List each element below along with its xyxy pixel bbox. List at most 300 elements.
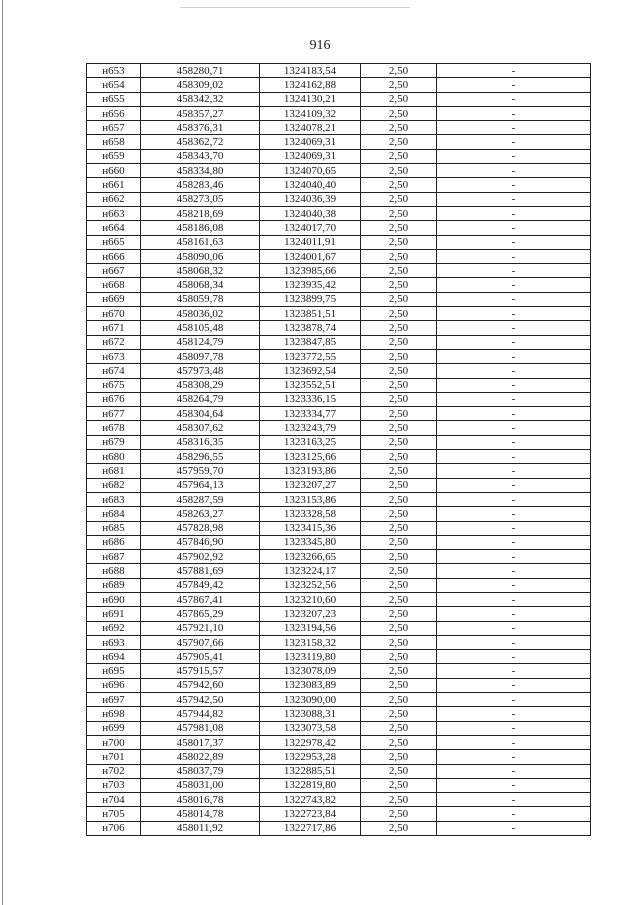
point-id-cell: н706 bbox=[87, 821, 141, 835]
x-coordinate-cell: 457973,48 bbox=[141, 364, 260, 378]
error-cell: 2,50 bbox=[361, 378, 437, 392]
x-coordinate-cell: 458307,62 bbox=[141, 421, 260, 435]
point-id-cell: н691 bbox=[87, 607, 141, 621]
point-id-cell: н705 bbox=[87, 807, 141, 821]
error-cell: 2,50 bbox=[361, 521, 437, 535]
error-cell: 2,50 bbox=[361, 735, 437, 749]
point-id-cell: н671 bbox=[87, 321, 141, 335]
point-id-cell: н683 bbox=[87, 492, 141, 506]
y-coordinate-cell: 1323088,31 bbox=[260, 707, 361, 721]
error-cell: 2,50 bbox=[361, 478, 437, 492]
error-cell: 2,50 bbox=[361, 206, 437, 220]
x-coordinate-cell: 458316,35 bbox=[141, 435, 260, 449]
point-id-cell: н696 bbox=[87, 678, 141, 692]
y-coordinate-cell: 1323090,00 bbox=[260, 693, 361, 707]
table-row bbox=[87, 106, 591, 120]
x-coordinate-cell: 457846,90 bbox=[141, 535, 260, 549]
point-id-cell: н668 bbox=[87, 278, 141, 292]
y-coordinate-cell: 1324109,32 bbox=[260, 106, 361, 120]
error-cell: 2,50 bbox=[361, 607, 437, 621]
note-cell: - bbox=[437, 178, 591, 192]
table-row bbox=[87, 149, 591, 163]
note-cell: - bbox=[437, 164, 591, 178]
y-coordinate-cell: 1322978,42 bbox=[260, 735, 361, 749]
y-coordinate-cell: 1324130,21 bbox=[260, 92, 361, 106]
note-cell: - bbox=[437, 664, 591, 678]
note-cell: - bbox=[437, 735, 591, 749]
table-row bbox=[87, 464, 591, 478]
table-row bbox=[87, 778, 591, 792]
point-id-cell: н662 bbox=[87, 192, 141, 206]
x-coordinate-cell: 457867,41 bbox=[141, 592, 260, 606]
table-row bbox=[87, 793, 591, 807]
y-coordinate-cell: 1323336,15 bbox=[260, 392, 361, 406]
error-cell: 2,50 bbox=[361, 135, 437, 149]
note-cell: - bbox=[437, 450, 591, 464]
table-row bbox=[87, 578, 591, 592]
x-coordinate-cell: 458124,79 bbox=[141, 335, 260, 349]
table-row bbox=[87, 707, 591, 721]
error-cell: 2,50 bbox=[361, 235, 437, 249]
point-id-cell: н654 bbox=[87, 78, 141, 92]
error-cell: 2,50 bbox=[361, 164, 437, 178]
note-cell: - bbox=[437, 778, 591, 792]
error-cell: 2,50 bbox=[361, 149, 437, 163]
x-coordinate-cell: 458334,80 bbox=[141, 164, 260, 178]
y-coordinate-cell: 1323207,27 bbox=[260, 478, 361, 492]
note-cell: - bbox=[437, 407, 591, 421]
error-cell: 2,50 bbox=[361, 292, 437, 306]
note-cell: - bbox=[437, 307, 591, 321]
error-cell: 2,50 bbox=[361, 106, 437, 120]
note-cell: - bbox=[437, 292, 591, 306]
note-cell: - bbox=[437, 264, 591, 278]
table-row bbox=[87, 78, 591, 92]
note-cell: - bbox=[437, 807, 591, 821]
y-coordinate-cell: 1323119,80 bbox=[260, 650, 361, 664]
x-coordinate-cell: 458296,55 bbox=[141, 450, 260, 464]
note-cell: - bbox=[437, 421, 591, 435]
error-cell: 2,50 bbox=[361, 793, 437, 807]
y-coordinate-cell: 1324078,21 bbox=[260, 121, 361, 135]
coordinates-table bbox=[86, 63, 591, 836]
x-coordinate-cell: 458186,08 bbox=[141, 221, 260, 235]
note-cell: - bbox=[437, 550, 591, 564]
y-coordinate-cell: 1324040,38 bbox=[260, 206, 361, 220]
point-id-cell: н697 bbox=[87, 693, 141, 707]
x-coordinate-cell: 458283,46 bbox=[141, 178, 260, 192]
point-id-cell: н665 bbox=[87, 235, 141, 249]
table-row bbox=[87, 807, 591, 821]
table-row bbox=[87, 349, 591, 363]
error-cell: 2,50 bbox=[361, 221, 437, 235]
x-coordinate-cell: 458264,79 bbox=[141, 392, 260, 406]
table-row bbox=[87, 678, 591, 692]
x-coordinate-cell: 458097,78 bbox=[141, 349, 260, 363]
x-coordinate-cell: 458287,59 bbox=[141, 492, 260, 506]
error-cell: 2,50 bbox=[361, 507, 437, 521]
note-cell: - bbox=[437, 78, 591, 92]
error-cell: 2,50 bbox=[361, 192, 437, 206]
point-id-cell: н655 bbox=[87, 92, 141, 106]
x-coordinate-cell: 458022,89 bbox=[141, 750, 260, 764]
point-id-cell: н704 bbox=[87, 793, 141, 807]
point-id-cell: н661 bbox=[87, 178, 141, 192]
table-row bbox=[87, 764, 591, 778]
table-row bbox=[87, 550, 591, 564]
point-id-cell: н685 bbox=[87, 521, 141, 535]
coordinates-table-body bbox=[87, 64, 591, 836]
note-cell: - bbox=[437, 278, 591, 292]
point-id-cell: н684 bbox=[87, 507, 141, 521]
x-coordinate-cell: 457942,50 bbox=[141, 693, 260, 707]
y-coordinate-cell: 1323193,86 bbox=[260, 464, 361, 478]
point-id-cell: н702 bbox=[87, 764, 141, 778]
x-coordinate-cell: 457849,42 bbox=[141, 578, 260, 592]
table-row bbox=[87, 164, 591, 178]
note-cell: - bbox=[437, 821, 591, 835]
note-cell: - bbox=[437, 192, 591, 206]
error-cell: 2,50 bbox=[361, 678, 437, 692]
y-coordinate-cell: 1323899,75 bbox=[260, 292, 361, 306]
note-cell: - bbox=[437, 121, 591, 135]
error-cell: 2,50 bbox=[361, 335, 437, 349]
note-cell: - bbox=[437, 507, 591, 521]
x-coordinate-cell: 458343,70 bbox=[141, 149, 260, 163]
y-coordinate-cell: 1324040,40 bbox=[260, 178, 361, 192]
x-coordinate-cell: 457959,70 bbox=[141, 464, 260, 478]
y-coordinate-cell: 1323878,74 bbox=[260, 321, 361, 335]
x-coordinate-cell: 458309,02 bbox=[141, 78, 260, 92]
y-coordinate-cell: 1324036,39 bbox=[260, 192, 361, 206]
table-row bbox=[87, 192, 591, 206]
note-cell: - bbox=[437, 149, 591, 163]
error-cell: 2,50 bbox=[361, 664, 437, 678]
y-coordinate-cell: 1323415,36 bbox=[260, 521, 361, 535]
y-coordinate-cell: 1322953,28 bbox=[260, 750, 361, 764]
error-cell: 2,50 bbox=[361, 78, 437, 92]
x-coordinate-cell: 458068,32 bbox=[141, 264, 260, 278]
y-coordinate-cell: 1324183,54 bbox=[260, 64, 361, 78]
table-row bbox=[87, 206, 591, 220]
x-coordinate-cell: 457964,13 bbox=[141, 478, 260, 492]
table-row bbox=[87, 392, 591, 406]
note-cell: - bbox=[437, 607, 591, 621]
note-cell: - bbox=[437, 793, 591, 807]
table-row bbox=[87, 264, 591, 278]
y-coordinate-cell: 1324069,31 bbox=[260, 135, 361, 149]
x-coordinate-cell: 457881,69 bbox=[141, 564, 260, 578]
point-id-cell: н699 bbox=[87, 721, 141, 735]
y-coordinate-cell: 1322717,86 bbox=[260, 821, 361, 835]
y-coordinate-cell: 1323163,25 bbox=[260, 435, 361, 449]
note-cell: - bbox=[437, 650, 591, 664]
note-cell: - bbox=[437, 92, 591, 106]
table-row bbox=[87, 435, 591, 449]
point-id-cell: н682 bbox=[87, 478, 141, 492]
note-cell: - bbox=[437, 235, 591, 249]
table-row bbox=[87, 92, 591, 106]
error-cell: 2,50 bbox=[361, 778, 437, 792]
y-coordinate-cell: 1323158,32 bbox=[260, 635, 361, 649]
error-cell: 2,50 bbox=[361, 621, 437, 635]
y-coordinate-cell: 1322885,51 bbox=[260, 764, 361, 778]
y-coordinate-cell: 1323073,58 bbox=[260, 721, 361, 735]
point-id-cell: н693 bbox=[87, 635, 141, 649]
point-id-cell: н679 bbox=[87, 435, 141, 449]
page-number: 916 bbox=[309, 38, 331, 53]
note-cell: - bbox=[437, 521, 591, 535]
y-coordinate-cell: 1323207,23 bbox=[260, 607, 361, 621]
note-cell: - bbox=[437, 206, 591, 220]
y-coordinate-cell: 1323194,56 bbox=[260, 621, 361, 635]
table-row bbox=[87, 135, 591, 149]
error-cell: 2,50 bbox=[361, 307, 437, 321]
error-cell: 2,50 bbox=[361, 321, 437, 335]
table-row bbox=[87, 178, 591, 192]
y-coordinate-cell: 1322743,82 bbox=[260, 793, 361, 807]
error-cell: 2,50 bbox=[361, 821, 437, 835]
table-row bbox=[87, 693, 591, 707]
note-cell: - bbox=[437, 764, 591, 778]
y-coordinate-cell: 1323772,55 bbox=[260, 349, 361, 363]
table-row bbox=[87, 235, 591, 249]
point-id-cell: н658 bbox=[87, 135, 141, 149]
table-row bbox=[87, 607, 591, 621]
error-cell: 2,50 bbox=[361, 435, 437, 449]
point-id-cell: н686 bbox=[87, 535, 141, 549]
scan-edge-top bbox=[180, 7, 410, 8]
table-row bbox=[87, 364, 591, 378]
y-coordinate-cell: 1324070,65 bbox=[260, 164, 361, 178]
x-coordinate-cell: 457905,41 bbox=[141, 650, 260, 664]
x-coordinate-cell: 458017,37 bbox=[141, 735, 260, 749]
table-row bbox=[87, 307, 591, 321]
point-id-cell: н670 bbox=[87, 307, 141, 321]
note-cell: - bbox=[437, 535, 591, 549]
y-coordinate-cell: 1323328,58 bbox=[260, 507, 361, 521]
error-cell: 2,50 bbox=[361, 492, 437, 506]
note-cell: - bbox=[437, 621, 591, 635]
y-coordinate-cell: 1323334,77 bbox=[260, 407, 361, 421]
y-coordinate-cell: 1323083,89 bbox=[260, 678, 361, 692]
y-coordinate-cell: 1323847,85 bbox=[260, 335, 361, 349]
point-id-cell: н675 bbox=[87, 378, 141, 392]
x-coordinate-cell: 458011,92 bbox=[141, 821, 260, 835]
x-coordinate-cell: 458016,78 bbox=[141, 793, 260, 807]
x-coordinate-cell: 458059,78 bbox=[141, 292, 260, 306]
y-coordinate-cell: 1324011,91 bbox=[260, 235, 361, 249]
x-coordinate-cell: 458273,05 bbox=[141, 192, 260, 206]
note-cell: - bbox=[437, 435, 591, 449]
point-id-cell: н667 bbox=[87, 264, 141, 278]
y-coordinate-cell: 1322819,80 bbox=[260, 778, 361, 792]
point-id-cell: н677 bbox=[87, 407, 141, 421]
table-row bbox=[87, 592, 591, 606]
y-coordinate-cell: 1323851,51 bbox=[260, 307, 361, 321]
y-coordinate-cell: 1323210,60 bbox=[260, 592, 361, 606]
x-coordinate-cell: 458068,34 bbox=[141, 278, 260, 292]
table-row bbox=[87, 564, 591, 578]
note-cell: - bbox=[437, 135, 591, 149]
point-id-cell: н666 bbox=[87, 249, 141, 263]
error-cell: 2,50 bbox=[361, 721, 437, 735]
x-coordinate-cell: 458308,29 bbox=[141, 378, 260, 392]
table-row bbox=[87, 621, 591, 635]
point-id-cell: н657 bbox=[87, 121, 141, 135]
error-cell: 2,50 bbox=[361, 707, 437, 721]
table-row bbox=[87, 321, 591, 335]
x-coordinate-cell: 458342,32 bbox=[141, 92, 260, 106]
y-coordinate-cell: 1323153,86 bbox=[260, 492, 361, 506]
error-cell: 2,50 bbox=[361, 121, 437, 135]
note-cell: - bbox=[437, 321, 591, 335]
table-row bbox=[87, 821, 591, 835]
point-id-cell: н660 bbox=[87, 164, 141, 178]
table-row bbox=[87, 650, 591, 664]
point-id-cell: н653 bbox=[87, 64, 141, 78]
table-row bbox=[87, 635, 591, 649]
table-row bbox=[87, 292, 591, 306]
y-coordinate-cell: 1324017,70 bbox=[260, 221, 361, 235]
x-coordinate-cell: 458014,78 bbox=[141, 807, 260, 821]
x-coordinate-cell: 457828,98 bbox=[141, 521, 260, 535]
x-coordinate-cell: 457921,10 bbox=[141, 621, 260, 635]
note-cell: - bbox=[437, 721, 591, 735]
x-coordinate-cell: 458036,02 bbox=[141, 307, 260, 321]
y-coordinate-cell: 1323345,80 bbox=[260, 535, 361, 549]
point-id-cell: н674 bbox=[87, 364, 141, 378]
table-row bbox=[87, 478, 591, 492]
error-cell: 2,50 bbox=[361, 578, 437, 592]
point-id-cell: н680 bbox=[87, 450, 141, 464]
table-row bbox=[87, 335, 591, 349]
y-coordinate-cell: 1323935,42 bbox=[260, 278, 361, 292]
point-id-cell: н673 bbox=[87, 349, 141, 363]
error-cell: 2,50 bbox=[361, 535, 437, 549]
point-id-cell: н659 bbox=[87, 149, 141, 163]
table-row bbox=[87, 450, 591, 464]
note-cell: - bbox=[437, 578, 591, 592]
note-cell: - bbox=[437, 464, 591, 478]
note-cell: - bbox=[437, 492, 591, 506]
error-cell: 2,50 bbox=[361, 564, 437, 578]
x-coordinate-cell: 458280,71 bbox=[141, 64, 260, 78]
table-row bbox=[87, 249, 591, 263]
x-coordinate-cell: 457944,82 bbox=[141, 707, 260, 721]
error-cell: 2,50 bbox=[361, 550, 437, 564]
note-cell: - bbox=[437, 64, 591, 78]
y-coordinate-cell: 1323985,66 bbox=[260, 264, 361, 278]
table-row bbox=[87, 421, 591, 435]
error-cell: 2,50 bbox=[361, 178, 437, 192]
note-cell: - bbox=[437, 635, 591, 649]
table-row bbox=[87, 221, 591, 235]
note-cell: - bbox=[437, 221, 591, 235]
error-cell: 2,50 bbox=[361, 464, 437, 478]
table-row bbox=[87, 664, 591, 678]
point-id-cell: н681 bbox=[87, 464, 141, 478]
error-cell: 2,50 bbox=[361, 392, 437, 406]
x-coordinate-cell: 458376,31 bbox=[141, 121, 260, 135]
x-coordinate-cell: 458161,63 bbox=[141, 235, 260, 249]
y-coordinate-cell: 1323243,79 bbox=[260, 421, 361, 435]
table-row bbox=[87, 735, 591, 749]
table-row bbox=[87, 535, 591, 549]
error-cell: 2,50 bbox=[361, 635, 437, 649]
point-id-cell: н694 bbox=[87, 650, 141, 664]
error-cell: 2,50 bbox=[361, 249, 437, 263]
note-cell: - bbox=[437, 478, 591, 492]
x-coordinate-cell: 457981,08 bbox=[141, 721, 260, 735]
x-coordinate-cell: 458090,06 bbox=[141, 249, 260, 263]
point-id-cell: н687 bbox=[87, 550, 141, 564]
point-id-cell: н656 bbox=[87, 106, 141, 120]
y-coordinate-cell: 1323266,65 bbox=[260, 550, 361, 564]
error-cell: 2,50 bbox=[361, 64, 437, 78]
error-cell: 2,50 bbox=[361, 264, 437, 278]
note-cell: - bbox=[437, 349, 591, 363]
point-id-cell: н688 bbox=[87, 564, 141, 578]
point-id-cell: н676 bbox=[87, 392, 141, 406]
table-row bbox=[87, 492, 591, 506]
error-cell: 2,50 bbox=[361, 750, 437, 764]
note-cell: - bbox=[437, 364, 591, 378]
x-coordinate-cell: 457865,29 bbox=[141, 607, 260, 621]
point-id-cell: н701 bbox=[87, 750, 141, 764]
x-coordinate-cell: 457907,66 bbox=[141, 635, 260, 649]
point-id-cell: н669 bbox=[87, 292, 141, 306]
x-coordinate-cell: 457942,60 bbox=[141, 678, 260, 692]
y-coordinate-cell: 1324069,31 bbox=[260, 149, 361, 163]
table-row bbox=[87, 521, 591, 535]
point-id-cell: н690 bbox=[87, 592, 141, 606]
error-cell: 2,50 bbox=[361, 693, 437, 707]
note-cell: - bbox=[437, 249, 591, 263]
table-row bbox=[87, 378, 591, 392]
error-cell: 2,50 bbox=[361, 364, 437, 378]
x-coordinate-cell: 458105,48 bbox=[141, 321, 260, 335]
y-coordinate-cell: 1323252,56 bbox=[260, 578, 361, 592]
point-id-cell: н692 bbox=[87, 621, 141, 635]
error-cell: 2,50 bbox=[361, 92, 437, 106]
x-coordinate-cell: 458218,69 bbox=[141, 206, 260, 220]
x-coordinate-cell: 458304,64 bbox=[141, 407, 260, 421]
scan-edge-left bbox=[2, 0, 3, 905]
x-coordinate-cell: 458037,79 bbox=[141, 764, 260, 778]
y-coordinate-cell: 1323224,17 bbox=[260, 564, 361, 578]
error-cell: 2,50 bbox=[361, 650, 437, 664]
y-coordinate-cell: 1322723,84 bbox=[260, 807, 361, 821]
note-cell: - bbox=[437, 750, 591, 764]
x-coordinate-cell: 458362,72 bbox=[141, 135, 260, 149]
error-cell: 2,50 bbox=[361, 592, 437, 606]
point-id-cell: н678 bbox=[87, 421, 141, 435]
y-coordinate-cell: 1323692,54 bbox=[260, 364, 361, 378]
table-row bbox=[87, 278, 591, 292]
y-coordinate-cell: 1324162,88 bbox=[260, 78, 361, 92]
table-row bbox=[87, 64, 591, 78]
error-cell: 2,50 bbox=[361, 807, 437, 821]
error-cell: 2,50 bbox=[361, 764, 437, 778]
note-cell: - bbox=[437, 564, 591, 578]
y-coordinate-cell: 1323552,51 bbox=[260, 378, 361, 392]
note-cell: - bbox=[437, 335, 591, 349]
y-coordinate-cell: 1324001,67 bbox=[260, 249, 361, 263]
note-cell: - bbox=[437, 707, 591, 721]
point-id-cell: н700 bbox=[87, 735, 141, 749]
table-row bbox=[87, 121, 591, 135]
